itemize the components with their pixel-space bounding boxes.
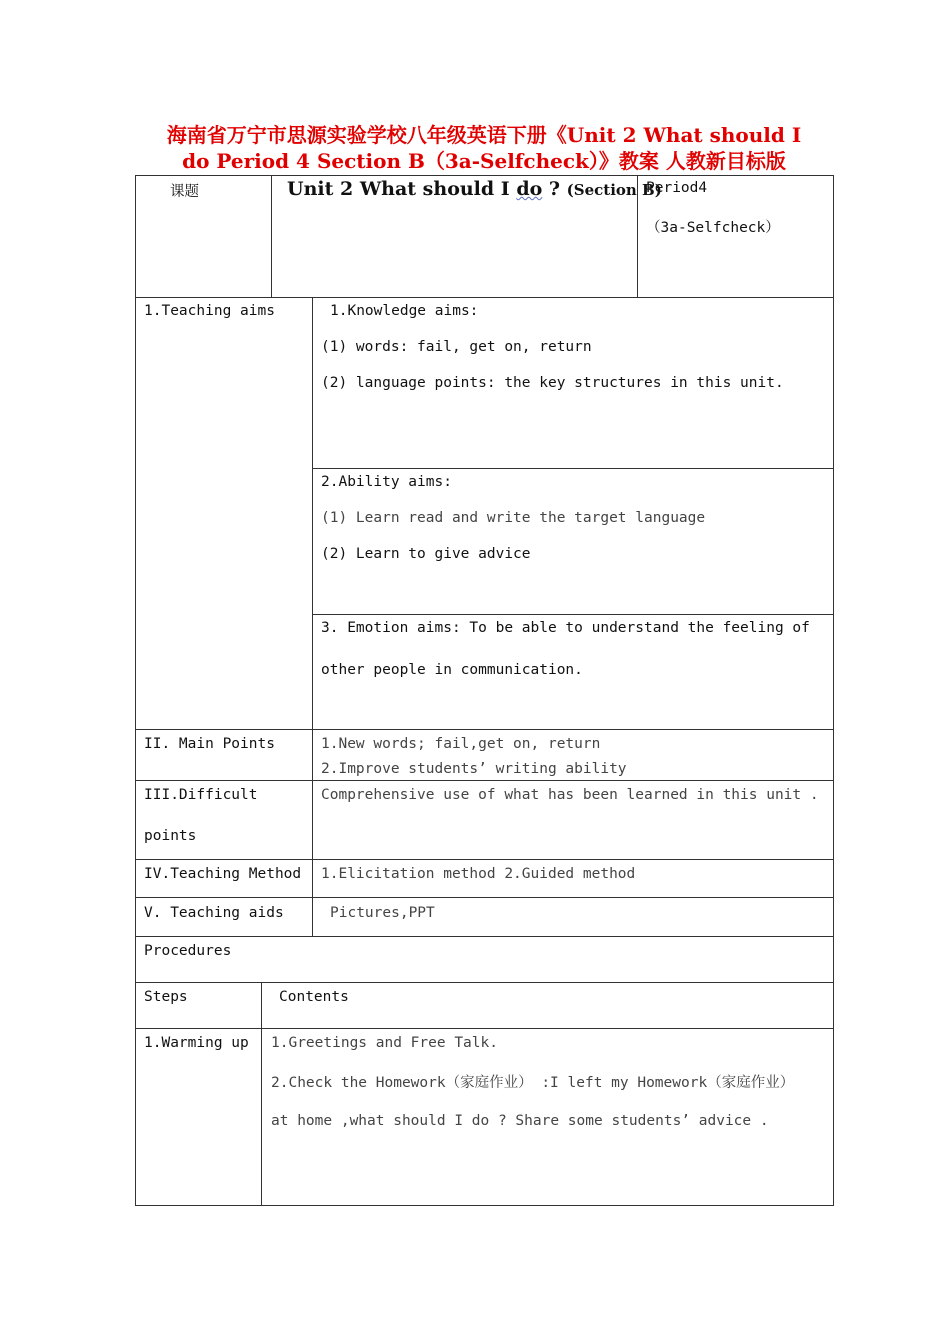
table-border-right: [833, 175, 834, 1206]
teaching-aids-label: V. Teaching aids: [144, 905, 284, 921]
period-sub-label: （3a-Selfcheck）: [646, 220, 780, 236]
steps-label: Steps: [144, 989, 188, 1005]
warming-up-line3: at home ,what should I do ? Share some students’ advice .: [271, 1113, 769, 1129]
table-border-bottom: [135, 1205, 834, 1206]
emotion-aim-line2: other people in communication.: [321, 662, 583, 678]
table-border-top: [135, 175, 834, 176]
knowledge-aim-2: (2) language points: the key structures in this unit.: [321, 375, 784, 391]
document-title-line1: 海南省万宁市思源实验学校八年级英语下册《Unit 2 What should I: [166, 123, 802, 147]
teaching-method-text: 1.Elicitation method 2.Guided method: [321, 866, 636, 882]
procedures-label: Procedures: [144, 943, 232, 959]
teaching-aims-label: 1.Teaching aims: [144, 303, 275, 319]
topic-title-do: do: [516, 178, 543, 200]
warming-up-line2: 2.Check the Homework（家庭作业） :I left my Homework（家庭作业）: [271, 1075, 795, 1091]
document-title: [135, 122, 833, 174]
row-divider: [312, 468, 834, 469]
table-border-left: [135, 175, 136, 1206]
difficult-points-label-2: points: [144, 828, 197, 844]
row-divider: [135, 936, 834, 937]
main-points-line2: 2.Improve students’ writing ability: [321, 761, 627, 777]
column-divider: [261, 982, 262, 1205]
difficult-points-text: Comprehensive use of what has been learned in this unit .: [321, 787, 819, 803]
row-divider: [135, 729, 834, 730]
emotion-aim-line1: 3. Emotion aims: To be able to understand the feeling of: [321, 620, 810, 636]
main-points-label: II. Main Points: [144, 736, 275, 752]
row-divider: [135, 780, 834, 781]
period-label: Period4: [646, 180, 708, 196]
teaching-aids-text: Pictures,PPT: [330, 905, 435, 921]
difficult-points-label-1: III.Difficult: [144, 787, 258, 803]
topic-title-question: ?: [548, 178, 561, 200]
ability-aim-2: (2) Learn to give advice: [321, 546, 531, 562]
topic-title-section: (Section B): [566, 181, 662, 199]
contents-label: Contents: [279, 989, 349, 1005]
row-divider: [135, 897, 834, 898]
teaching-method-label: IV.Teaching Method: [144, 866, 302, 882]
warming-up-label: 1.Warming up: [144, 1035, 249, 1051]
column-divider: [271, 175, 272, 297]
ability-aims-title: 2.Ability aims:: [321, 474, 452, 490]
row-divider: [135, 1028, 834, 1029]
document-title-line2: do Period 4 Section B（3a-Selfcheck）》教案 人教新目标版: [182, 149, 786, 173]
main-points-line1: 1.New words; fail,get on, return: [321, 736, 601, 752]
topic-title-image: [287, 178, 662, 200]
topic-title-text: Unit 2 What should I: [287, 178, 510, 200]
knowledge-aims-title: 1.Knowledge aims:: [330, 303, 479, 319]
warming-up-line1: 1.Greetings and Free Talk.: [271, 1035, 498, 1051]
row-divider: [135, 859, 834, 860]
column-divider: [312, 297, 313, 936]
topic-label: 课题: [170, 184, 199, 200]
row-divider: [135, 982, 834, 983]
row-divider: [135, 297, 834, 298]
knowledge-aim-1: (1) words: fail, get on, return: [321, 339, 592, 355]
ability-aim-1: (1) Learn read and write the target language: [321, 510, 706, 526]
row-divider: [312, 614, 834, 615]
